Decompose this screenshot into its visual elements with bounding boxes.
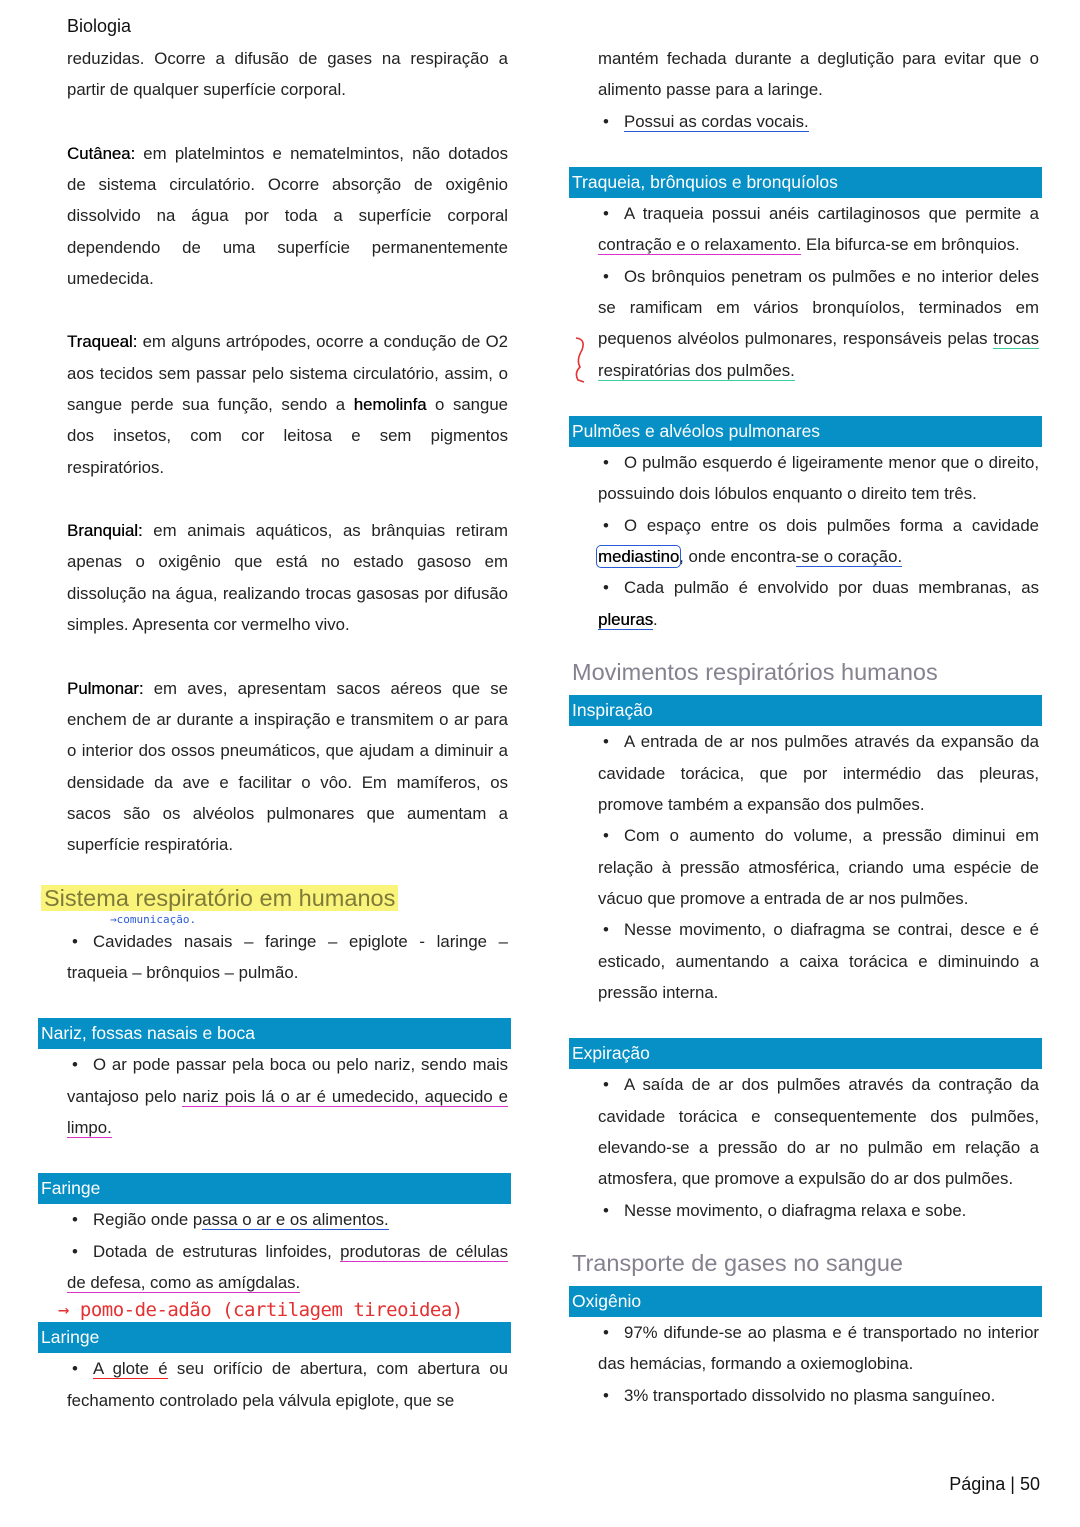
bullet-icon: • [603, 1385, 609, 1405]
text-segment: 97% difunde-se ao plasma e é transportado no interior das hemácias, formando a oxiemoglobina. [598, 1322, 1039, 1374]
bullet-icon: • [72, 1055, 78, 1075]
bullet-icon: • [72, 1359, 78, 1379]
section-bar-expiracao: Expiração [569, 1038, 1042, 1069]
paragraph-cutanea [67, 138, 508, 295]
annotated-text: Possui as cordas vocais. [624, 111, 809, 131]
bullet-pulmoes-3 [598, 572, 1039, 635]
annotated-text: produtoras de células de defesa, como as amígdalas. [67, 1241, 508, 1292]
section-heading-transporte: Transporte de gases no sangue [572, 1249, 903, 1276]
handwritten-note-comunicacao: →comunicação. [110, 912, 197, 926]
text-segment: em platelmintos e nematelmintos, não dotados de sistema circulatório. Ocorre absorção de oxigênio dissolvido na água por toda a superfície corporal dependendo de uma superfície permanentemente umedecida. [67, 143, 508, 289]
text-segment: A entrada de ar nos pulmões através da expansão da cavidade torácica, que por intermédio das pleuras, promove também a expansão dos pulmões. [598, 732, 1039, 814]
bullet-icon: • [603, 204, 609, 224]
page-number: Página | 50 [949, 1474, 1040, 1494]
bullet-inspiracao-3 [598, 914, 1039, 1008]
bullet-traqueia-2 [598, 261, 1039, 386]
text-segment: Ela bifurca-se em brônquios. [801, 235, 1020, 255]
bold-term: Cutânea: [67, 143, 136, 163]
section-bar-traqueia: Traqueia, brônquios e bronquíolos [569, 167, 1042, 198]
text-segment: seu orifício de abertura, com abertura ou fechamento controlado pela válvula epiglote, que se [67, 1359, 508, 1410]
bullet-icon: • [72, 1241, 78, 1261]
bold-term: Pulmonar: [67, 678, 144, 698]
annotated-text: -se o coração. [795, 547, 903, 567]
bullet-pulmoes-1 [598, 447, 1039, 510]
annotated-text: A glote é [93, 1359, 168, 1379]
bullet-traqueia-1 [598, 198, 1039, 261]
section-heading-movimentos: Movimentos respiratórios humanos [572, 659, 938, 686]
bullet-icon: • [603, 578, 609, 598]
text-segment: Nesse movimento, o diafragma relaxa e sobe. [624, 1200, 967, 1220]
bullet-icon: • [72, 1210, 78, 1230]
text-segment: o sangue dos insetos, com cor leitosa e sem pigmentos respiratórios. [67, 395, 509, 477]
bold-term: Branquial: [67, 521, 143, 541]
paragraph-traqueal [67, 326, 508, 483]
text-segment: A traqueia possui anéis cartilaginosos que permite a [624, 204, 1039, 224]
annotated-text: assa o ar e os alimentos. [202, 1210, 389, 1230]
section-heading-sistema [38, 882, 511, 914]
paragraph-pulmonar [67, 673, 508, 861]
section-bar-faringe: Faringe [38, 1173, 511, 1204]
text-segment: O pulmão esquerdo é ligeiramente menor que o direito, possuindo dois lóbulos enquanto o direito tem três. [598, 453, 1039, 504]
bullet-icon: • [603, 1075, 609, 1095]
text-segment: Com o aumento do volume, a pressão diminui em relação à pressão atmosférica, criando uma espécie de vácuo que promove a entrada de ar nos pulmões. [598, 826, 1039, 908]
bullet-icon: • [603, 826, 609, 846]
bullet-icon: • [603, 515, 609, 535]
bullet-icon: • [603, 1322, 609, 1342]
paragraph-intro [67, 43, 508, 106]
bullet-inspiracao-1 [598, 726, 1039, 820]
bullet-icon: • [603, 111, 609, 131]
text-segment: mantém fechada durante a deglutição para evitar que o alimento passe para a laringe. [598, 49, 1039, 100]
text-segment: Os brônquios penetram os pulmões e no interior deles se ramificam em vários bronquíolos, terminados em pequenos alvéolos pulmonares, responsáveis pelas [598, 266, 1039, 349]
bullet-sequence [67, 926, 508, 989]
bullet-icon: • [603, 732, 609, 752]
annotated-text: contração e o relaxamento. [598, 235, 802, 255]
bullet-faringe-1 [67, 1204, 508, 1235]
bullet-pulmoes-2 [598, 510, 1039, 573]
paragraph-continued [598, 43, 1039, 106]
text-segment: Dotada de estruturas linfoides, [93, 1241, 341, 1261]
right-column [569, 43, 1042, 1411]
section-bar-oxigenio: Oxigênio [569, 1286, 1042, 1317]
bullet-faringe-2 [67, 1236, 508, 1299]
section-bar-inspiracao: Inspiração [569, 695, 1042, 726]
bold-term: pleuras [598, 609, 654, 629]
text-segment: O espaço entre os dois pulmões forma a cavidade [624, 515, 1039, 535]
text-segment: em animais aquáticos, as brânquias retiram apenas o oxigênio que está no estado gasoso em dissolução na água, realizando trocas gasosas por difusão simples. Apresenta cor vermelho vivo. [67, 521, 508, 635]
section-bar-pulmoes: Pulmões e alvéolos pulmonares [569, 416, 1042, 447]
text-segment: Região onde p [93, 1210, 203, 1230]
bullet-inspiracao-2 [598, 820, 1039, 914]
bullet-icon: • [72, 931, 78, 951]
bullet-nariz [67, 1049, 508, 1143]
bold-term: hemolinfa [353, 395, 427, 415]
section-bar-nariz: Nariz, fossas nasais e boca [38, 1018, 511, 1049]
bullet-icon: • [603, 453, 609, 473]
bold-term: Traqueal: [67, 332, 138, 352]
handwritten-note-pomo: → pomo-de-adão (cartilagem tireoidea) [58, 1299, 463, 1322]
text-segment: O ar pode passar pela boca ou pelo nariz, sendo mais vantajoso pelo [67, 1055, 508, 1106]
bullet-oxigenio-1 [598, 1317, 1039, 1380]
annotated-text: nariz pois lá o ar é umedecido, aquecido e limpo. [67, 1086, 509, 1137]
text-segment: reduzidas. Ocorre a difusão de gases na respiração a partir de qualquer superfície corporal. [67, 49, 508, 100]
highlighted-heading: Sistema respiratório em humanos [41, 885, 398, 911]
bullet-expiracao-1 [598, 1069, 1039, 1194]
bullet-laringe [67, 1353, 508, 1416]
text-segment: Cavidades nasais – faringe – epiglote - laringe – traqueia – brônquios – pulmão. [67, 931, 508, 982]
text-segment: . [653, 609, 658, 629]
subject-header: Biologia [67, 16, 132, 36]
text-segment: em alguns artrópodes, ocorre a condução de O2 aos tecidos sem passar pelo sistema circulatório, assim, o sangue perde sua função, sendo a [67, 332, 508, 415]
text-segment: 3% transportado dissolvido no plasma sanguíneo. [624, 1385, 996, 1405]
left-column [38, 43, 511, 1416]
text-segment: Nesse movimento, o diafragma se contrai, desce e é esticado, aumentando a caixa torácica e diminuindo a pressão interna. [598, 920, 1039, 1002]
bullet-icon: • [603, 266, 609, 286]
paragraph-branquial [67, 515, 508, 640]
section-bar-laringe: Laringe [38, 1322, 511, 1353]
bullet-expiracao-2 [598, 1195, 1039, 1226]
text-segment: A saída de ar dos pulmões através da contração da cavidade torácica e consequentemente dos pulmões, elevando-se a pressão do ar no pulmão em relação a atmosfera, que promove a expulsão do ar dos pulmões. [598, 1075, 1039, 1189]
text-segment: , onde encontra [679, 547, 796, 567]
bullet-oxigenio-2 [598, 1380, 1039, 1411]
bullet-cordas [598, 106, 1039, 137]
text-segment: Cada pulmão é envolvido por duas membranas, as [624, 578, 1039, 598]
annotated-text: trocas respiratórias dos pulmões. [598, 329, 1039, 380]
text-segment: em aves, apresentam sacos aéreos que se enchem de ar durante a inspiração e transmitem o ar para o interior dos ossos pneumáticos, que ajudam a diminuir a densidade da ave e facilitar o vôo. Em mamíferos, os sacos são os alvéolos pulmonares que aumentam a superfície respiratória. [67, 678, 508, 855]
bold-term: mediastino [598, 547, 680, 567]
bullet-icon: • [603, 920, 609, 940]
bullet-icon: • [603, 1200, 609, 1220]
